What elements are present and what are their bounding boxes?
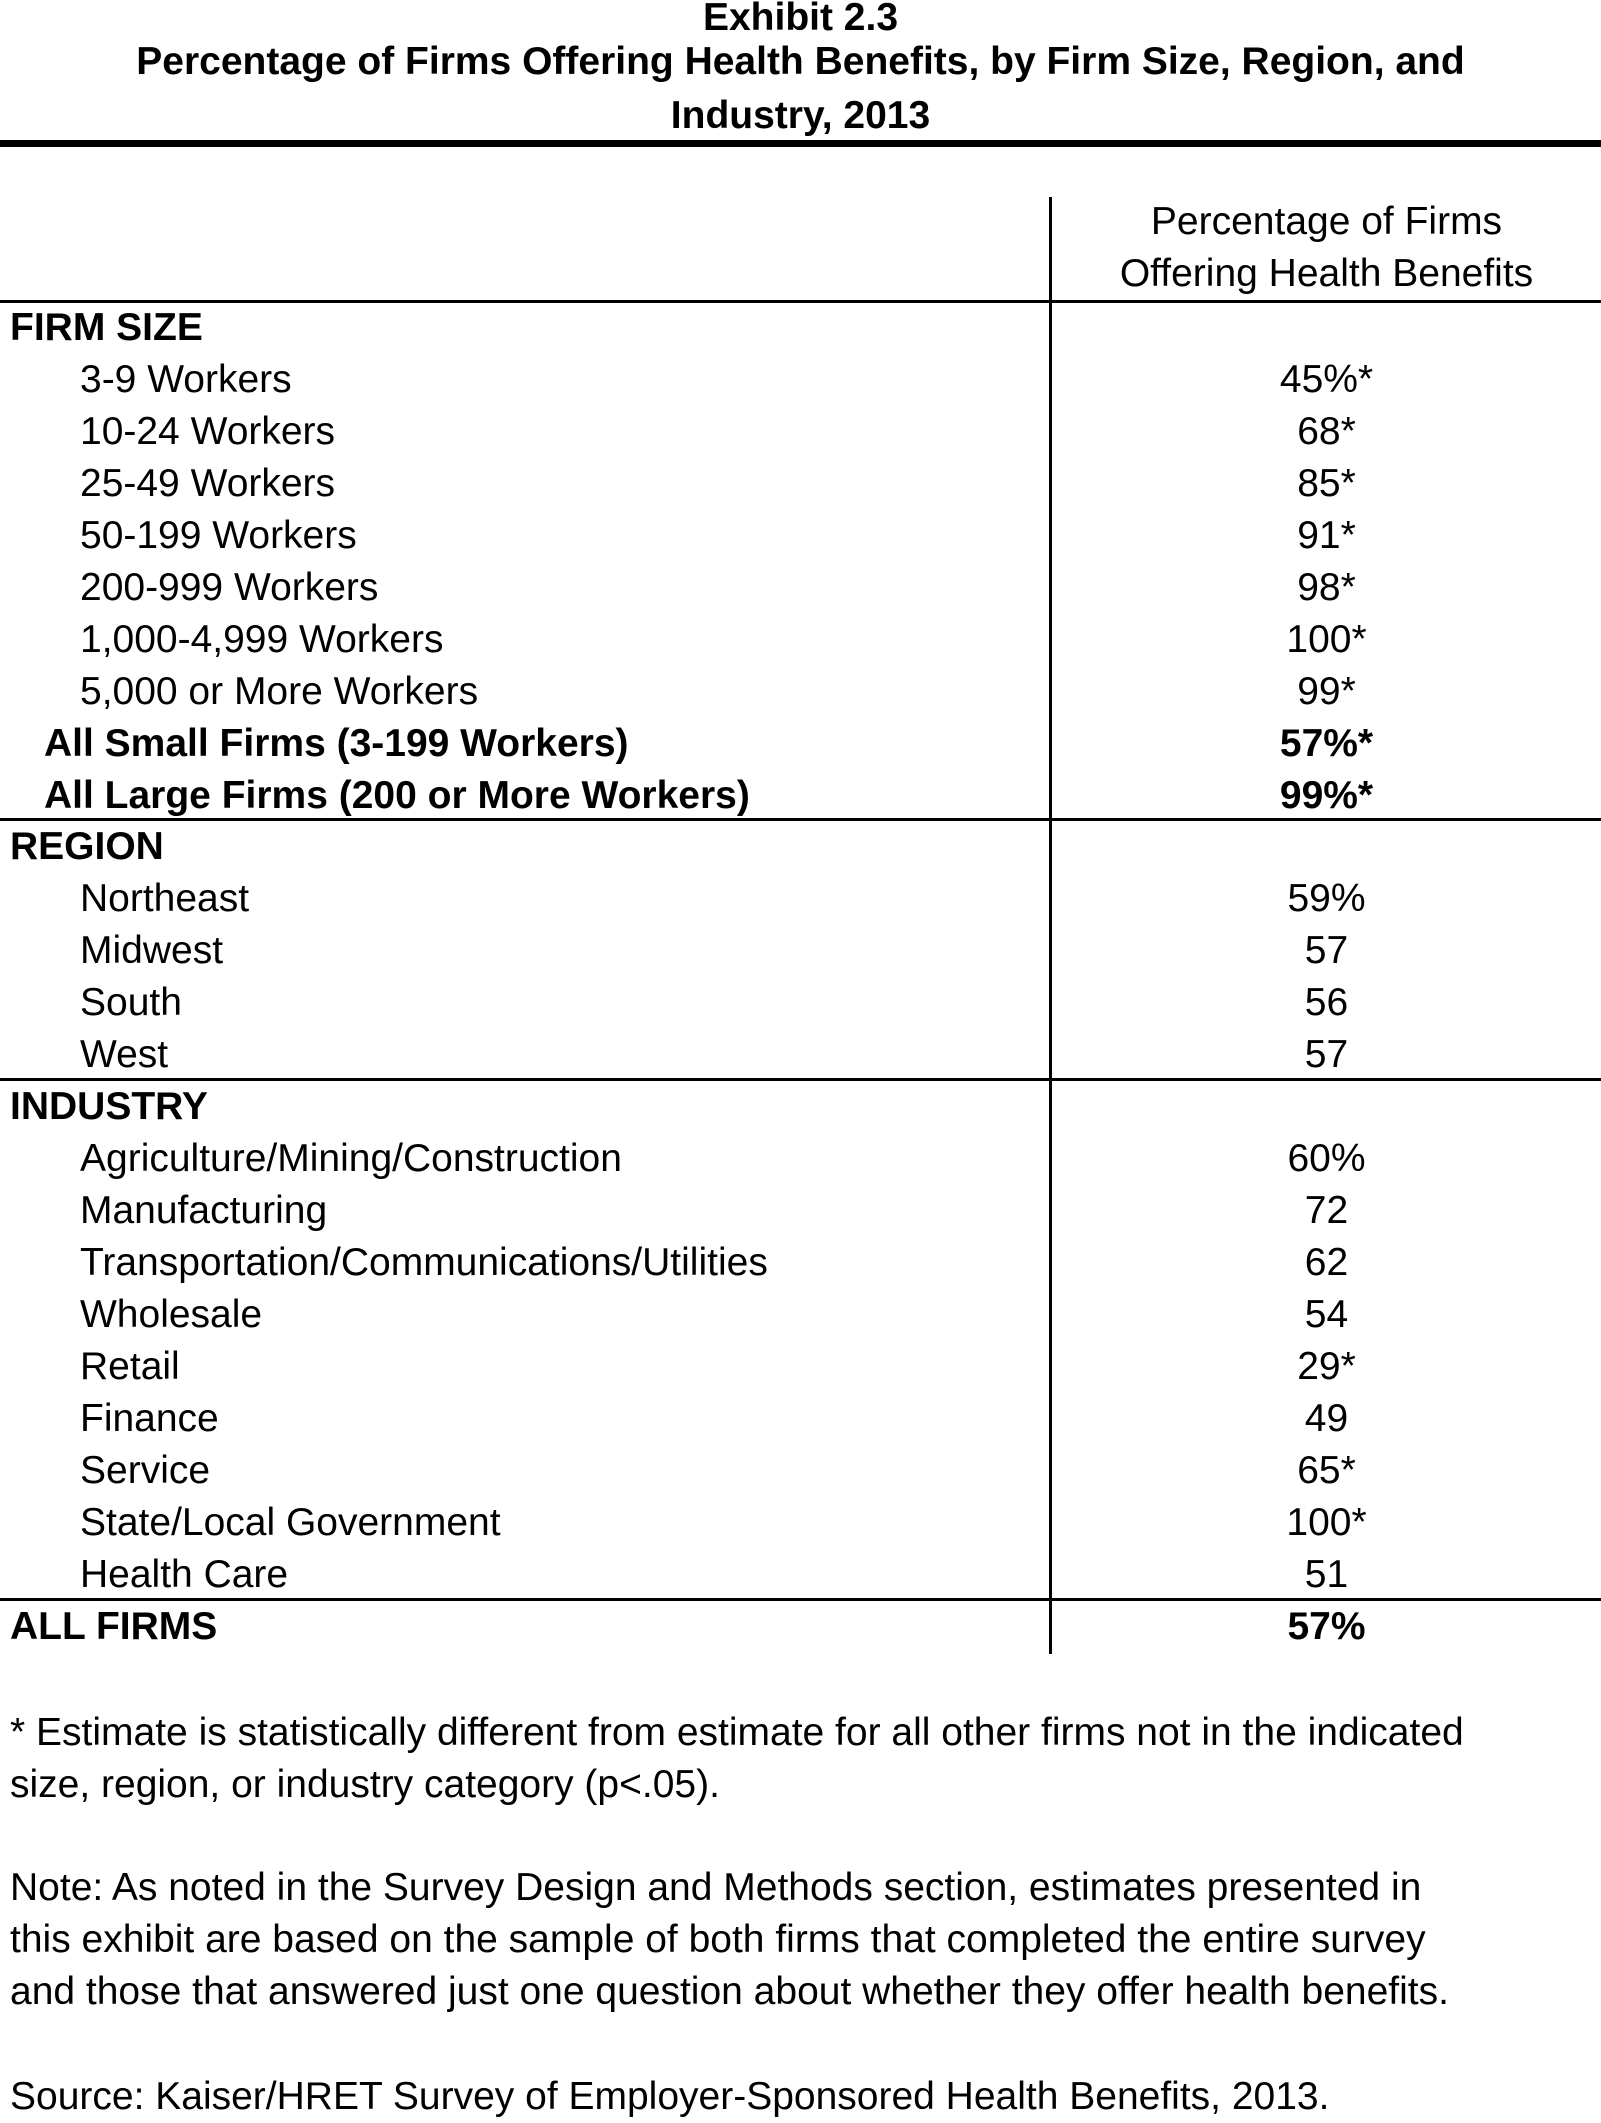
asterisk-footnote-line1: * Estimate is statistically different from estimate for all other firms not in the indicated [10,1711,1464,1754]
row-label: Northeast [80,877,250,920]
row-value: 98* [1297,566,1356,609]
row-label: Health Care [80,1553,289,1596]
table-row [0,873,1601,925]
total-row-all-firms [0,1601,1601,1653]
row-label: South [80,981,182,1024]
table-row [0,562,1601,614]
row-value: 60% [1287,1137,1366,1180]
subtotal-row-small-firms [0,718,1601,770]
table-row [0,1549,1601,1601]
table-row [0,1029,1601,1081]
row-label: West [80,1033,169,1076]
row-value: 51 [1304,1553,1349,1596]
methods-note-line2: this exhibit are based on the sample of both firms that completed the entire survey [10,1918,1426,1961]
table-row [0,1185,1601,1237]
row-value: 72 [1304,1189,1349,1232]
row-label: ALL FIRMS [10,1605,218,1648]
row-value: 85* [1297,462,1356,505]
row-label: Finance [80,1397,219,1440]
section-row-region [0,821,1601,873]
row-label: 25-49 Workers [80,462,336,505]
row-label: Transportation/Communications/Utilities [80,1241,768,1284]
table-row [0,1445,1601,1497]
row-value: 65* [1297,1449,1356,1492]
row-value: 91* [1297,514,1356,557]
row-label: Manufacturing [80,1189,328,1232]
row-label: 3-9 Workers [80,358,292,401]
table-row [0,614,1601,666]
row-value: 49 [1304,1397,1349,1440]
table-row [0,1133,1601,1185]
row-value: 45%* [1279,358,1374,401]
row-value: 100* [1286,1501,1367,1544]
table-row [0,354,1601,406]
row-value: 68* [1297,410,1356,453]
section-label: FIRM SIZE [10,306,203,349]
row-label: Retail [80,1345,180,1388]
methods-note-line1: Note: As noted in the Survey Design and Methods section, estimates presented in [10,1866,1422,1909]
row-value: 57% [1287,1605,1366,1648]
methods-note-line3: and those that answered just one question about whether they offer health benefits. [10,1970,1449,2013]
row-value: 57 [1304,1033,1349,1076]
row-label: 5,000 or More Workers [80,670,479,713]
section-label: INDUSTRY [10,1085,208,1128]
exhibit-title-line1: Percentage of Firms Offering Health Benefits, by Firm Size, Region, and [136,40,1465,83]
subtotal-row-large-firms [0,770,1601,822]
row-label: 10-24 Workers [80,410,336,453]
table-row [0,925,1601,977]
exhibit-number: Exhibit 2.3 [702,0,899,39]
table-row [0,666,1601,718]
table-row [0,458,1601,510]
table-row [0,977,1601,1029]
row-value: 29* [1297,1345,1356,1388]
row-value: 56 [1304,981,1349,1024]
table-row [0,1341,1601,1393]
title-rule [0,140,1601,147]
row-label: All Large Firms (200 or More Workers) [44,774,750,817]
row-label: Midwest [80,929,224,972]
table-row [0,1237,1601,1289]
row-value: 54 [1304,1293,1349,1336]
row-label: 200-999 Workers [80,566,379,609]
section-row-firm-size [0,302,1601,354]
table-row [0,1393,1601,1445]
row-value: 59% [1287,877,1366,920]
table-row [0,1497,1601,1549]
table-row [0,406,1601,458]
row-label: Service [80,1449,211,1492]
row-value: 99%* [1279,774,1374,817]
row-value: 57 [1304,929,1349,972]
row-label: All Small Firms (3-199 Workers) [44,722,629,765]
row-label: Wholesale [80,1293,263,1336]
table-row [0,510,1601,562]
source-note: Source: Kaiser/HRET Survey of Employer-Sponsored Health Benefits, 2013. [10,2075,1330,2118]
row-value: 100* [1286,618,1367,661]
row-label: Agriculture/Mining/Construction [80,1137,622,1180]
row-label: State/Local Government [80,1501,501,1544]
row-label: 1,000-4,999 Workers [80,618,444,661]
table-row [0,1289,1601,1341]
row-label: 50-199 Workers [80,514,357,557]
row-value: 57%* [1279,722,1374,765]
section-row-industry [0,1081,1601,1133]
column-header-line1: Percentage of Firms [1150,200,1503,243]
column-header-line2: Offering Health Benefits [1119,252,1534,295]
exhibit-title-line2: Industry, 2013 [670,94,931,137]
row-value: 62 [1304,1241,1349,1284]
section-label: REGION [10,825,164,868]
row-value: 99* [1297,670,1356,713]
asterisk-footnote-line2: size, region, or industry category (p<.05). [10,1763,720,1806]
